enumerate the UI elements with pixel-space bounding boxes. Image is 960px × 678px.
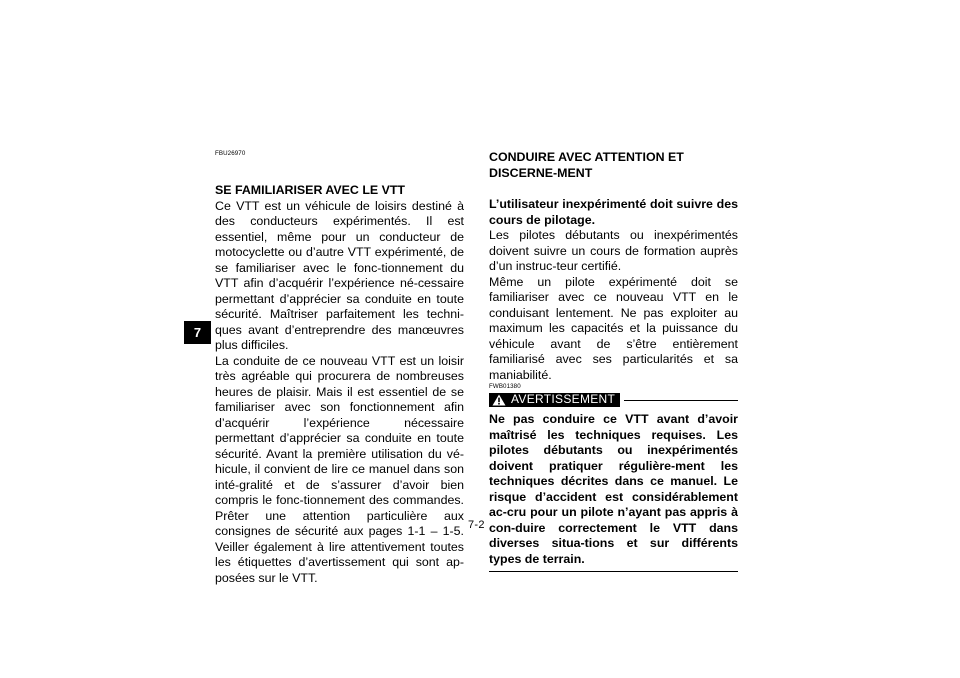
- section-heading: CONDUIRE AVEC ATTENTION ET DISCERNE-MENT: [489, 150, 684, 180]
- page-number: 7-2: [468, 519, 485, 531]
- warning-badge: [489, 393, 620, 407]
- body-paragraph: La conduite de ce nouveau VTT est un loisir très agréable qui procurera de nombreuses heures de plaisir. Mais il est essentiel de se familiariser avec son fonctionnement afin d’acquérir l’expérience nécessaire permettant d’apprécier sa conduite en toute sécurité. Avant la première utilisation du vé-hicule, il convient de lire ce manuel dans son inté-gralité et de s’assurer d’avoir bien compris le fonc-tionnement des commandes. Prêter une attention particulière aux consignes de sécurité aux pages 1-1 – 1-5. Veiller également à lire attentivement toutes les étiquettes d’avertissement qui sont ap-posées sur le VTT.: [215, 353, 464, 585]
- warning-text: Ne pas conduire ce VTT avant d’avoir maîtrisé les techniques requises. Les pilotes débutants ou inexpérimentés doivent pratiquer régulière-ment les techniques décrites dans ce manuel. Le risque d’accident est considérablement ac-cru pour un pilote n’ayant pas appris à con-duire correctement le VTT dans diverses situa-tions et sur différents types de terrain.: [489, 412, 738, 566]
- body-paragraph: Ce VTT est un véhicule de loisirs destiné à des conducteurs expérimentés. Il est essentiel, même pour un conducteur de motocyclette ou d’autre VTT expérimenté, de se familiariser avec le fonc-tionnement du VTT afin d’acquérir l’expérience né-cessaire permettant d’apprécier sa conduite en toute sécurité. Maîtriser parfaitement les techni-ques avant d’entreprendre des manœuvres plus difficiles.: [215, 198, 464, 352]
- right-column: [489, 150, 738, 572]
- section-heading: SE FAMILIARISER AVEC LE VTT: [215, 183, 406, 197]
- warning-divider: [624, 400, 738, 401]
- warning-code: FWB01380: [489, 383, 521, 390]
- body-paragraph: Même un pilote expérimenté doit se familiariser avec ce nouveau VTT en le conduisant lentement. Ne pas exploiter au maximum les capacités et la puissance du véhicule avant de s’être entièrement familiarisé avec ses particularités et sa maniabilité.: [489, 274, 738, 382]
- left-column: [215, 150, 464, 586]
- warning-label: AVERTISSEMENT: [511, 392, 616, 407]
- chapter-tab: 7: [184, 321, 211, 344]
- warning-end-rule: [489, 571, 738, 572]
- warning-triangle-icon: [492, 394, 506, 406]
- warning-header: [489, 393, 738, 407]
- body-paragraph: Les pilotes débutants ou inexpérimentés doivent suivre un cours de formation auprès d’un instruc-teur certifié.: [489, 228, 738, 273]
- bold-intro: L’utilisateur inexpérimenté doit suivre des cours de pilotage.: [489, 197, 738, 227]
- section-code: FBU26970: [215, 150, 246, 157]
